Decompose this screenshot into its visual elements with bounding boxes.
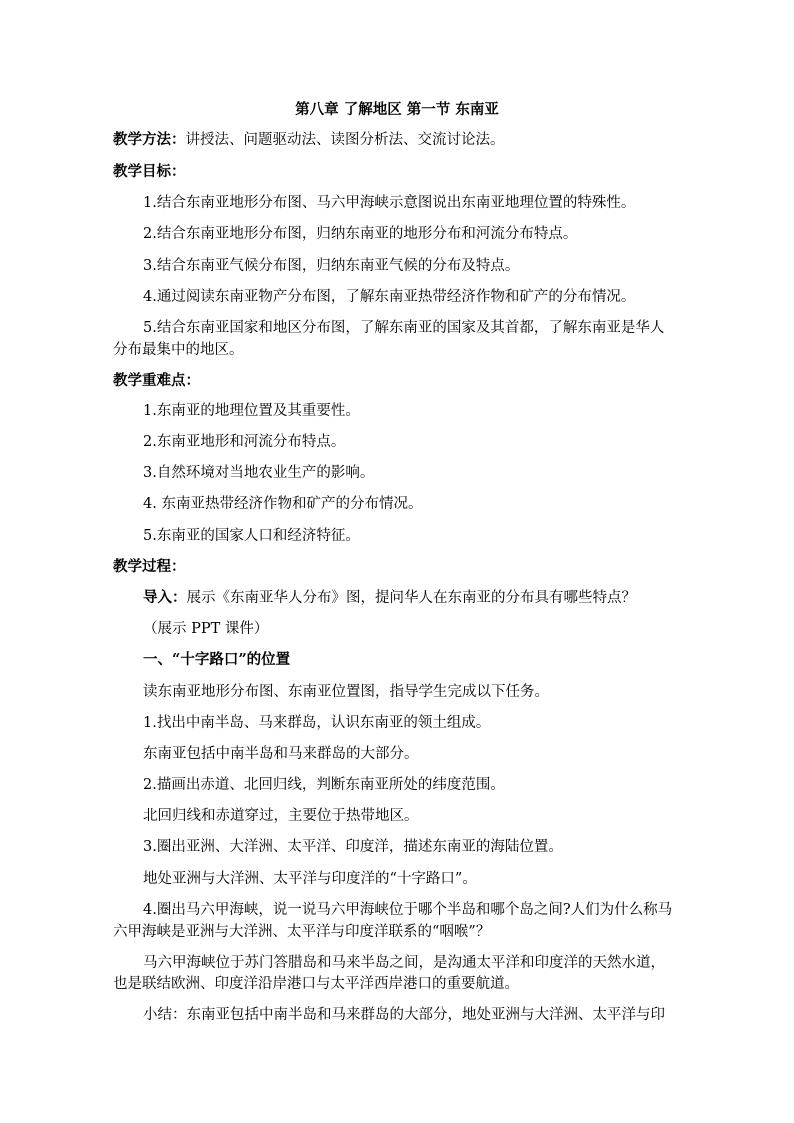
question-4-continued: 六甲海峡是亚洲与大洋洲、太平洋与印度洋联系的“咽喉”？ [113,924,491,940]
process-line: 2.描画出赤道、北回归线，判断东南亚所处的纬度范围。 [143,777,505,793]
document-title: 第八章 了解地区 第一节 东南亚 [295,101,499,118]
goals-heading: 教学目标： [113,163,186,180]
teaching-methods [113,130,505,150]
process-intro [143,588,636,608]
process-line: 地处亚洲与大洋洲、太平洋与印度洋的“十字路口”。 [143,871,477,887]
key-point-item: 1.东南亚的地理位置及其重要性。 [143,403,360,419]
process-line: 读东南亚地形分布图、东南亚位置图，指导学生完成以下任务。 [143,684,549,700]
process-heading: 教学过程： [113,558,186,575]
answer-4: 马六甲海峡位于苏门答腊岛和马来半岛之间，是沟通太平洋和印度洋的天然水道， [143,955,665,971]
process-ppt-note: （展示 PPT 课件） [143,621,269,637]
goal-item: 5.结合东南亚国家和地区分布图，了解东南亚的国家及其首都，了解东南亚是华人 [143,320,665,336]
goal-item-continued: 分布最集中的地区。 [113,342,244,358]
goal-item: 2.结合东南亚地形分布图，归纳东南亚的地形分布和河流分布特点。 [143,226,578,242]
process-intro-label: 导入： [143,589,187,606]
process-line: 3.圈出亚洲、大洋洲、太平洋、印度洋，描述东南亚的海陆位置。 [143,839,563,855]
teaching-methods-text: 讲授法、问题驱动法、读图分析法、交流讨论法。 [185,132,505,148]
key-point-item: 3.自然环境对当地农业生产的影响。 [143,465,375,481]
question-4: 4.圈出马六甲海峡，说一说马六甲海峡位于哪个半岛和哪个岛之间?人们为什么称马 [143,902,673,918]
key-point-item: 2.东南亚地形和河流分布特点。 [143,434,346,450]
process-line: 1.找出中南半岛、马来群岛，认识东南亚的领土组成。 [143,715,491,731]
key-points-heading: 教学重难点： [113,372,200,389]
process-line: 东南亚包括中南半岛和马来群岛的大部分。 [143,746,419,762]
process-line: 北回归线和赤道穿过，主要位于热带地区。 [143,808,419,824]
goal-item: 1.结合东南亚地形分布图、马六甲海峡示意图说出东南亚地理位置的特殊性。 [143,195,636,211]
summary-line: 小结：东南亚包括中南半岛和马来群岛的大部分，地处亚洲与大洋洲、太平洋与印 [143,1007,665,1023]
process-intro-text: 展示《东南亚华人分布》图，提问华人在东南亚的分布具有哪些特点？ [186,590,636,606]
goal-item: 3.结合东南亚气候分布图，归纳东南亚气候的分布及特点。 [143,258,520,274]
teaching-methods-label: 教学方法： [113,131,186,148]
key-point-item: 4. 东南亚热带经济作物和矿产的分布情况。 [143,496,423,512]
goal-item: 4.通过阅读东南亚物产分布图，了解东南亚热带经济作物和矿产的分布情况。 [143,289,636,305]
key-point-item: 5.东南亚的国家人口和经济特征。 [143,528,360,544]
answer-4-continued: 也是联结欧洲、印度洋沿岸港口与太平洋西岸港口的重要航道。 [113,976,519,992]
section-heading: 一、“十字路口”的位置 [143,651,291,668]
